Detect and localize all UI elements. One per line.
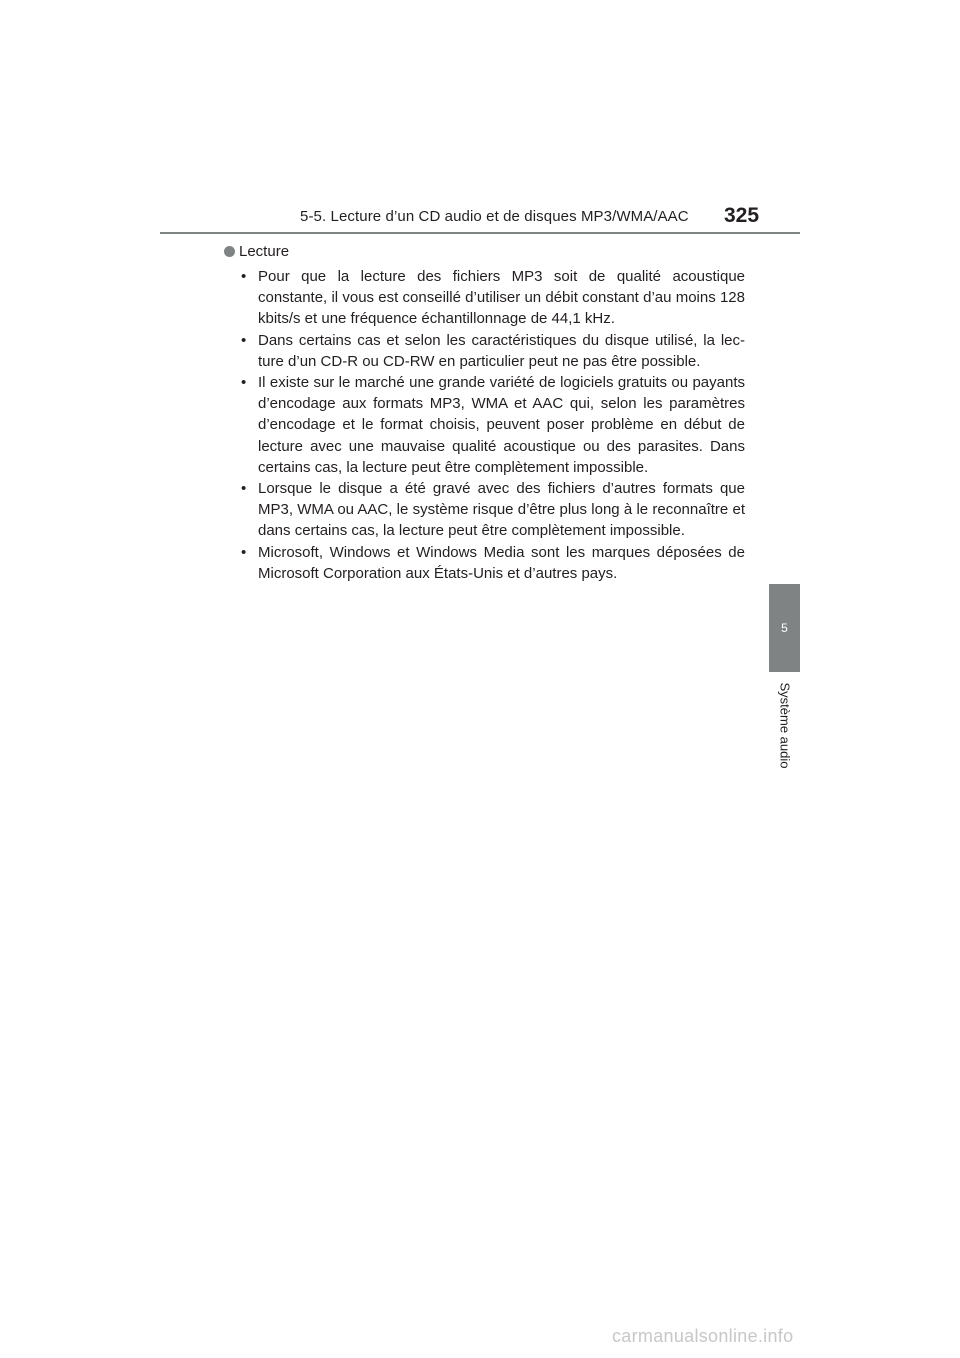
chapter-label <box>775 680 795 770</box>
bullet-marker: • <box>241 543 247 561</box>
list-item-text: Microsoft, Windows et Windows Media sont les marques déposées de Microsoft Corporation aux États-Unis et d’autres pays. <box>258 543 745 582</box>
section-heading-text: Lecture <box>239 243 290 260</box>
list-item-text: Pour que la lecture des fichiers MP3 soit de qualité acoustique constante, il vous est conseillé d’utiliser un débit constant d’au moins 128 kbits/s et une fréquence échantillonnage de 44,1 kHz. <box>258 268 745 328</box>
list-item-text: Dans certains cas et selon les caractéristiques du disque utilisé, la lec-ture d’un CD-R ou CD-RW en particulier peut ne pas être possible. <box>258 331 745 370</box>
bullet-marker: • <box>241 268 247 285</box>
list-item <box>237 266 745 330</box>
list-item-text: Lorsque le disque a été gravé avec des fichiers d’autres formats que MP3, WMA ou AAC, le système risque d’être plus long à le reconnaître et dans certains cas, la lecture peut être complètement impossible. <box>258 480 745 540</box>
list-item <box>237 478 745 542</box>
section-heading <box>224 243 289 260</box>
page-number: 325 <box>724 204 760 227</box>
bullet-marker: • <box>241 374 247 392</box>
notes-list <box>237 266 745 584</box>
bullet-marker: • <box>241 480 247 498</box>
list-item <box>237 542 745 584</box>
header-divider <box>160 232 800 234</box>
chapter-label-text: Système audio <box>777 682 793 768</box>
list-item-text: Il existe sur le marché une grande variété de logiciels gratuits ou payants d’encodage aux formats MP3, WMA et AAC qui, selon les paramètres d’encodage et le format choisis, peuvent poser problème en début de lecture avec une mauvaise qualité acoustique ou des parasites. Dans certains cas, la lecture peut être complètement impossible. <box>258 374 745 476</box>
circle-bullet-icon <box>224 246 235 257</box>
chapter-tab <box>769 584 800 672</box>
running-header: 5-5. Lecture d’un CD audio et de disques MP3/WMA/AAC <box>300 208 689 225</box>
bullet-marker: • <box>241 331 247 349</box>
watermark: carmanualsonline.info <box>612 1326 794 1346</box>
chapter-number: 5 <box>781 621 788 635</box>
list-item <box>237 330 745 372</box>
list-item <box>237 372 745 478</box>
